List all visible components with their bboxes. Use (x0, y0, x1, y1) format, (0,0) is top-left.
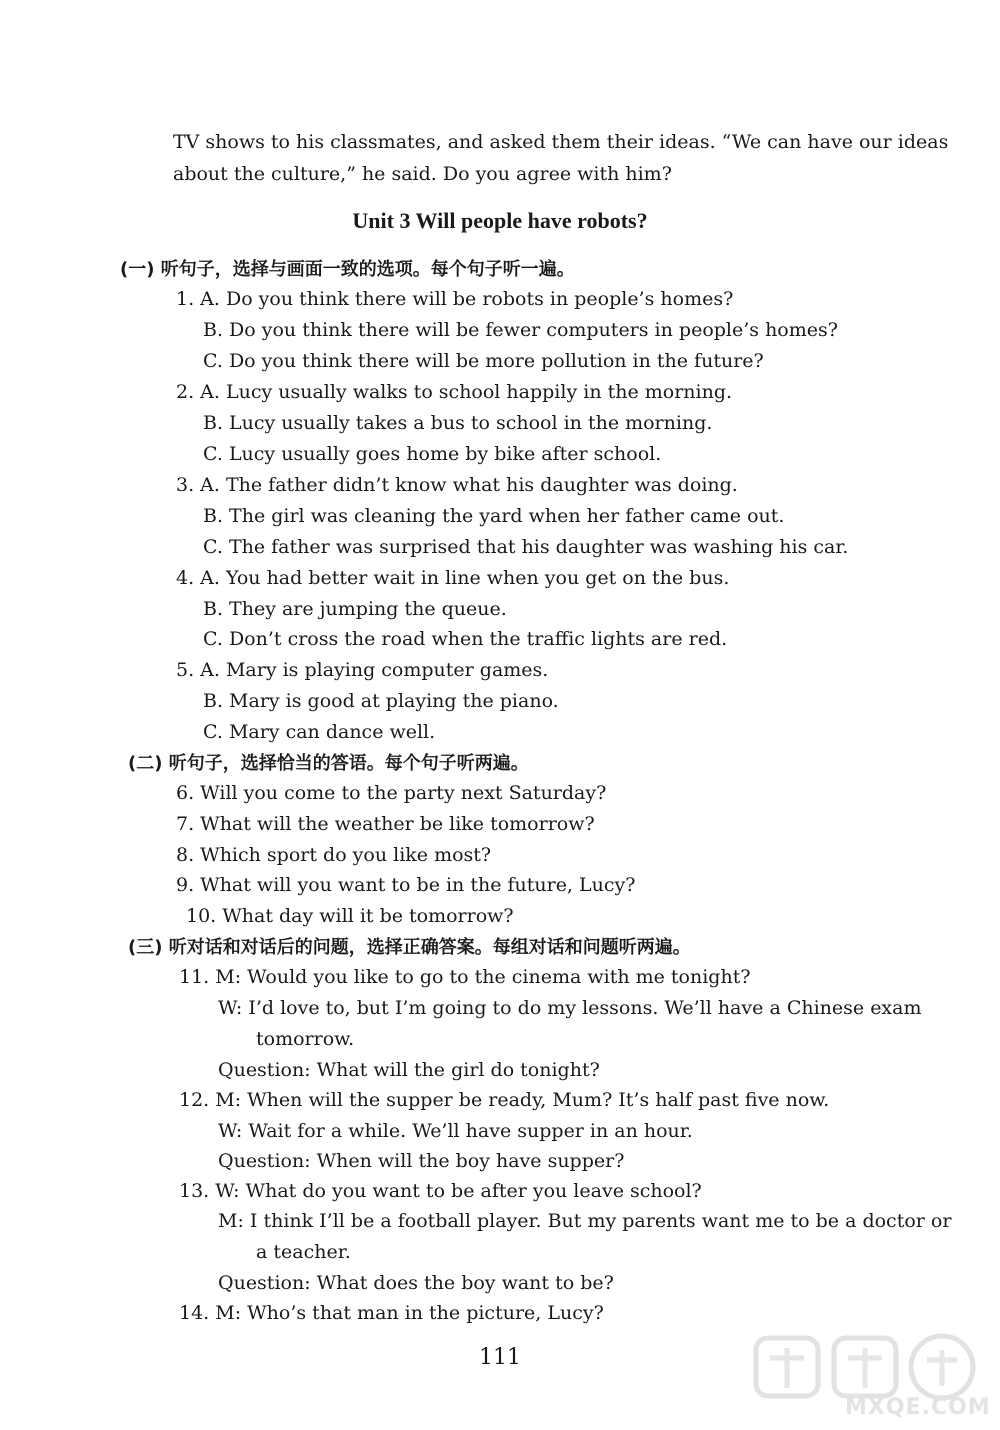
question-5-option-a: 5. A. Mary is playing computer games. (176, 659, 549, 681)
question-4-option-a: 4. A. You had better wait in line when you get on the bus. (176, 567, 730, 589)
question-9: 9. What will you want to be in the future, Lucy? (176, 874, 636, 896)
question-4-option-b: B. They are jumping the queue. (203, 598, 507, 620)
question-12-man: 12. M: When will the supper be ready, Mum? It’s half past five now. (179, 1089, 830, 1111)
question-5-option-c: C. Mary can dance well. (203, 721, 436, 743)
question-12-question: Question: When will the boy have supper? (218, 1150, 625, 1172)
question-3-option-c: C. The father was surprised that his daughter was washing his car. (203, 536, 849, 558)
question-10: 10. What day will it be tomorrow? (186, 905, 514, 927)
page-number: 111 (479, 1345, 521, 1370)
section-2-heading: (二) 听句子，选择恰当的答语。每个句子听两遍。 (128, 753, 529, 774)
question-13-man-cont: a teacher. (256, 1241, 351, 1263)
question-11-man: 11. M: Would you like to go to the cinema with me tonight? (179, 966, 751, 988)
intro-line-2: about the culture,” he said. Do you agree with him? (173, 163, 672, 185)
question-2-option-a: 2. A. Lucy usually walks to school happily in the morning. (176, 381, 733, 403)
question-5-option-b: B. Mary is good at playing the piano. (203, 690, 559, 712)
question-7: 7. What will the weather be like tomorrow? (176, 813, 595, 835)
question-11-woman: W: I’d love to, but I’m going to do my lessons. We’ll have a Chinese exam (218, 997, 922, 1019)
question-2-option-c: C. Lucy usually goes home by bike after school. (203, 443, 662, 465)
question-6: 6. Will you come to the party next Saturday? (176, 782, 607, 804)
section-1-heading: (一) 听句子，选择与画面一致的选项。每个句子听一遍。 (120, 259, 575, 280)
intro-line-1: TV shows to his classmates, and asked them their ideas. “We can have our ideas (173, 131, 949, 153)
question-14-man: 14. M: Who’s that man in the picture, Lucy? (179, 1302, 604, 1324)
question-1-option-a: 1. A. Do you think there will be robots in people’s homes? (176, 288, 734, 310)
question-3-option-b: B. The girl was cleaning the yard when her father came out. (203, 505, 785, 527)
question-11-woman-cont: tomorrow. (256, 1028, 355, 1050)
unit-title: Unit 3 Will people have robots? (352, 208, 648, 233)
question-1-option-b: B. Do you think there will be fewer computers in people’s homes? (203, 319, 838, 341)
section-3-heading: (三) 听对话和对话后的问题，选择正确答案。每组对话和问题听两遍。 (128, 937, 691, 958)
question-13-question: Question: What does the boy want to be? (218, 1272, 614, 1294)
question-12-woman: W: Wait for a while. We’ll have supper in an hour. (218, 1120, 693, 1142)
watermark-text: MXQE.COM (845, 1395, 991, 1420)
question-4-option-c: C. Don’t cross the road when the traffic lights are red. (203, 628, 728, 650)
question-1-option-c: C. Do you think there will be more pollution in the future? (203, 350, 764, 372)
question-13-woman: 13. W: What do you want to be after you leave school? (179, 1180, 702, 1202)
question-8: 8. Which sport do you like most? (176, 844, 492, 866)
question-3-option-a: 3. A. The father didn’t know what his daughter was doing. (176, 474, 738, 496)
question-13-man: M: I think I’ll be a football player. But my parents want me to be a doctor or (218, 1210, 952, 1232)
question-11-question: Question: What will the girl do tonight? (218, 1059, 600, 1081)
question-2-option-b: B. Lucy usually takes a bus to school in the morning. (203, 412, 713, 434)
